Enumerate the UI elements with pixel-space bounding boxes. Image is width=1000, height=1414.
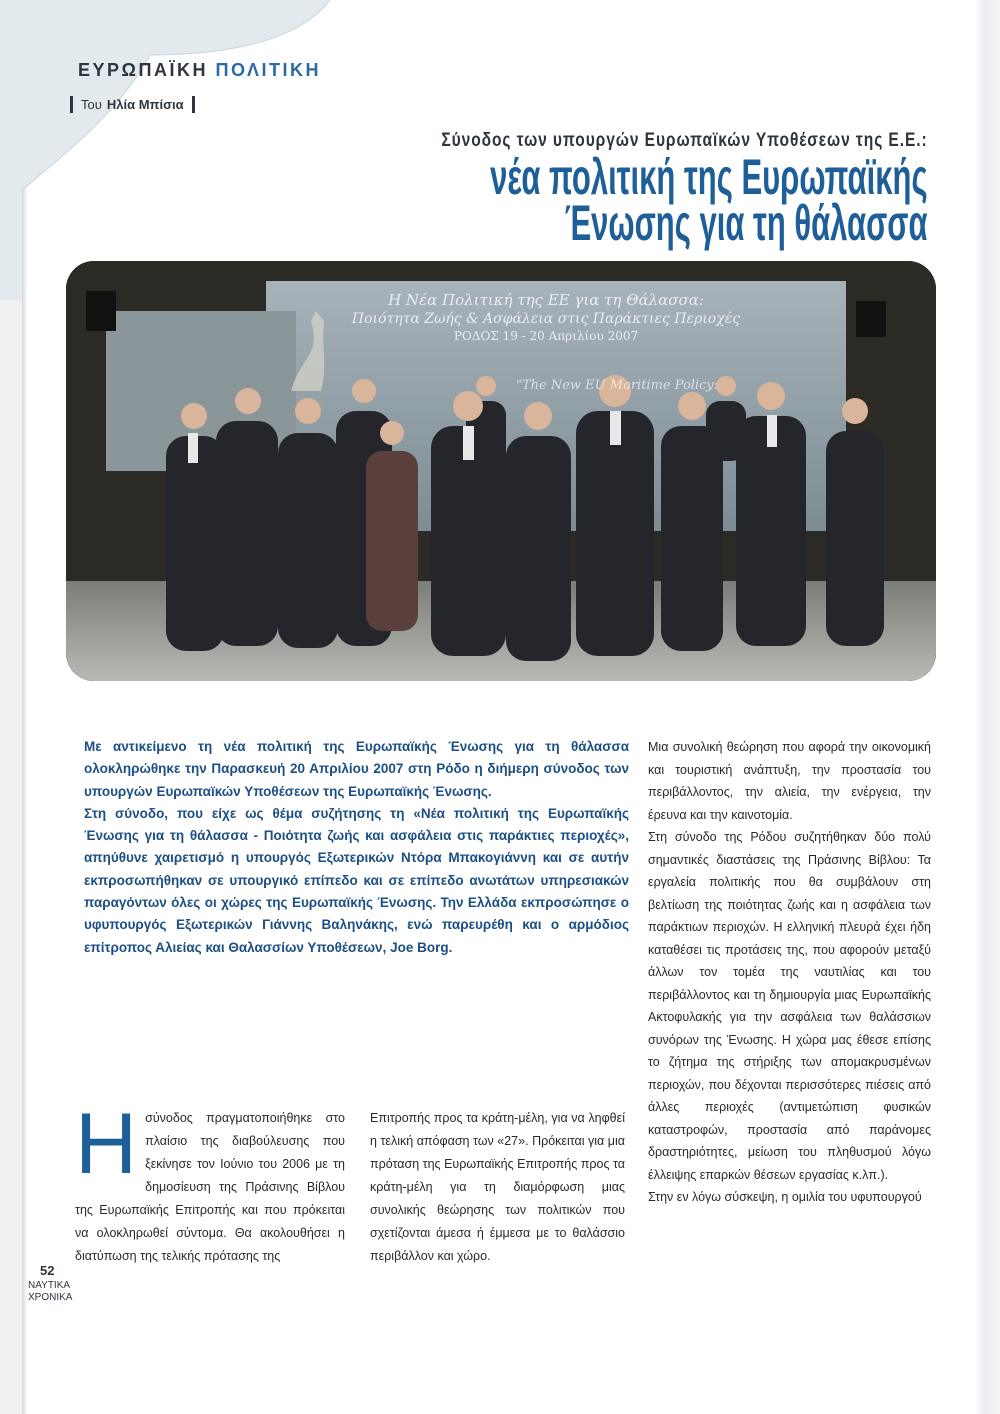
headline-title-line2: Ένωσης για τη θάλασσα: [565, 195, 928, 251]
lead-paragraph-2: Στη σύνοδο, που είχε ως θέμα συζήτησης τη «Νέα πολιτική της Ευρωπαϊκής Ένωσης για τη θάλασσα - Ποιότητα ζωής και ασφάλεια στις παράκτιες περιοχές», απηύθυνε χαιρετισμό η υπουργός Εξωτερικών Ντόρα Μπακογιάννη και σε αυτήν εκπροσωπήθηκαν σε υπουργικό επίπεδο και σε επίπεδο ανωτάτων υπηρεσιακών παραγόντων όλες οι χώρες της Ευρωπαϊκής Ένωσης. Την Ελλάδα εκπροσώπησε ο υφυπουργός Εξωτερικών Γιάννης Βαληνάκης, ενώ παρευρέθη και ο αρμόδιος επίτροπος Αλιείας και Θαλασσίων Υποθέσεων, Joe Borg.: [84, 805, 629, 955]
magazine-name-line1: ΝΑΥΤΙΚΑ: [28, 1280, 71, 1291]
byline-prefix: Του: [81, 97, 102, 112]
headline: [222, 130, 928, 251]
byline: [70, 96, 195, 113]
page-number: 52: [40, 1263, 55, 1278]
body-column-1: [75, 1096, 345, 1268]
section-label: [78, 60, 321, 81]
lead-paragraph: [84, 736, 629, 959]
magazine-name-line2: ΧΡΟΝΙΚΑ: [28, 1292, 73, 1303]
headline-kicker: Σύνοδος των υπουργών Ευρωπαϊκών Υποθέσεων της Ε.Ε.:: [441, 130, 928, 151]
photo-banner: [276, 291, 816, 343]
byline-bar-right: [192, 96, 195, 113]
col3-paragraph-2: Στη σύνοδο της Ρόδου συζητήθηκαν δύο πολύ σημαντικές διαστάσεις της Πράσινης Βίβλου: Τα εργαλεία πολιτικής που θα συμβάλουν στη βελτίωση της ποιότητας ζωής και η ασφάλεια των παράκτιων περιοχών. Η ελληνική πλευρά έχει ήδη καταθέσει τις προτάσεις της, που αφορούν μεταξύ άλλων τον τομέα της ναυτιλίας και του περιβάλλοντος και τη δημιουργία μιας Ευρωπαϊκής Ακτοφυλακής για την ασφάλεια των θαλάσσιων συνόρων της Ένωσης. Η χώρα μας έθεσε επίσης το ζήτημα της στήριξης των απομακρυσμένων περιοχών, που δέχονται περισσότερες πιέσεις από άλλες περιοχές (αντιμετώπιση φυσικών καταστροφών, προστασία από παράνομες δραστηριότητες, μείωση του πληθυσμού λόγω έλλειψης επαρκών θέσεων εργασίας κ.λπ.).: [648, 830, 931, 1182]
col3-paragraph-1: Μια συνολική θεώρηση που αφορά την οικονομική και τουριστική ανάπτυξη, την προστασία του περιβάλλοντος, την αλιεία, την ενέργεια, την έρευνα και την καινοτομία.: [648, 740, 931, 822]
section-label-word2: ΠΟΛΙΤΙΚΗ: [215, 60, 321, 80]
magazine-name: [28, 1280, 73, 1304]
lead-paragraph-1: Με αντικείμενο τη νέα πολιτική της Ευρωπαϊκής Ένωσης για τη θάλασσα ολοκληρώθηκε την Παρασκευή 20 Απριλίου 2007 στη Ρόδο η διήμερη σύνοδος των υπουργών Ευρωπαϊκών Υποθέσεων της Ευρωπαϊκής Ένωσης.: [84, 739, 629, 799]
photo-banner-english: "The New EU Maritime Policy:: [516, 378, 719, 393]
drop-cap: Η: [75, 1096, 138, 1192]
col3-paragraph-3: Στην εν λόγω σύσκεψη, η ομιλία του υφυπουργού: [648, 1190, 922, 1204]
byline-bar-left: [70, 96, 73, 113]
byline-author: Ηλία Μπίσια: [106, 97, 184, 112]
section-label-word1: ΕΥΡΩΠΑΪΚΗ: [78, 60, 208, 80]
photo-banner-line2: Ποιότητα Ζωής & Ασφάλεια στις Παράκτιες Περιοχές: [351, 311, 741, 327]
photo-banner-line3: ΡΟΔΟΣ 19 - 20 Απριλίου 2007: [453, 329, 639, 343]
body-column-3: [648, 736, 931, 1209]
group-photo: [66, 261, 936, 681]
photo-banner-line1: Η Νέα Πολιτική της ΕΕ για τη Θάλασσα:: [388, 291, 704, 309]
col2-paragraph: Επιτροπής προς τα κράτη-μέλη, για να ληφθεί η τελική απόφαση των «27». Πρόκειται για μια πρόταση της Ευρωπαϊκής Επιτροπής προς τα κράτη-μέλη για τη διαμόρφωση μιας συνολικής θεώρησης των πολιτικών που σχετίζονται άμεσα ή έμμεσα με το θαλάσσιο περιβάλλον και χώρο.: [370, 1111, 625, 1263]
col1-paragraph: σύνοδος πραγματοποιήθηκε στο πλαίσιο της διαβούλευσης που ξεκίνησε τον Ιούνιο του 2006 με τη δημοσίευση της Πράσινης Βίβλου της Ευρωπαϊκής Επιτροπής και που πρόκειται να ολοκληρωθεί σύντομα. Θα ακολουθήσει η διατύπωση της τελικής πρότασης της: [75, 1111, 345, 1263]
headline-title-line1: νέα πολιτική της Ευρωπαϊκής: [490, 149, 928, 205]
body-column-2: [370, 1107, 625, 1268]
